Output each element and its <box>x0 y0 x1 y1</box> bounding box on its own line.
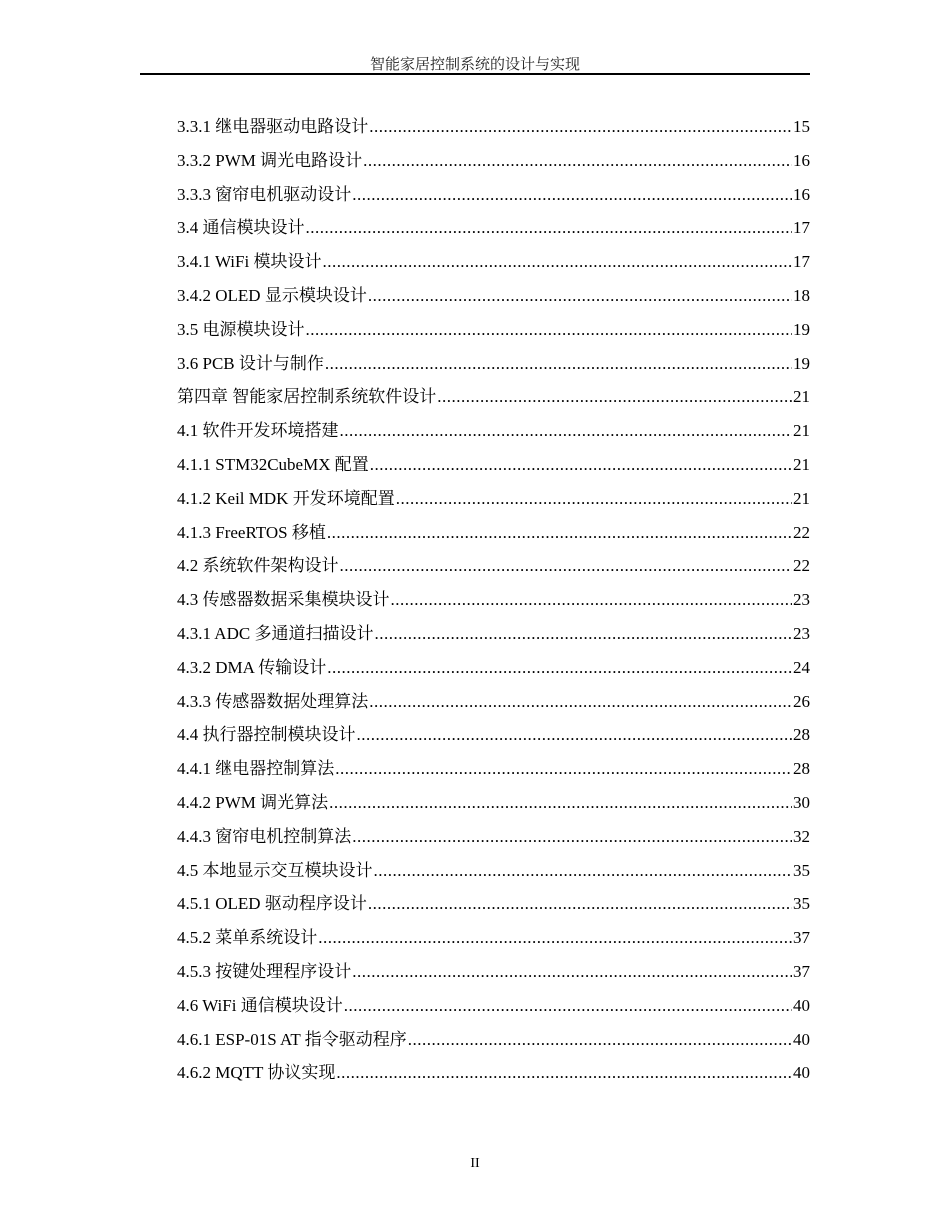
toc-dot-leader <box>335 752 792 786</box>
toc-entry[interactable] <box>177 211 810 245</box>
toc-entry[interactable] <box>177 245 810 279</box>
toc-entry-page: 15 <box>793 117 810 136</box>
toc-entry[interactable] <box>177 380 810 414</box>
toc-entry-page: 21 <box>793 454 810 474</box>
toc-entry-page: 40 <box>793 1063 810 1083</box>
toc-entry-title: 3.4.1 WiFi 模块设计 <box>177 252 322 272</box>
toc-entry[interactable] <box>177 786 810 820</box>
toc-entry-title: 3.3.3 窗帘电机驱动设计 <box>177 184 352 204</box>
toc-entry-title: 4.3.1 ADC 多通道扫描设计 <box>177 623 374 643</box>
toc-entry-title: 第四章 智能家居控制系统软件设计 <box>177 387 437 407</box>
toc-entry[interactable] <box>177 887 810 921</box>
toc-entry[interactable] <box>177 1023 810 1057</box>
toc-entry-title: 3.3.1 继电器驱动电路设计 <box>177 117 369 136</box>
page-number: II <box>470 1156 480 1171</box>
toc-entry-title: 4.4 执行器控制模块设计 <box>177 725 356 745</box>
toc-dot-leader <box>306 313 793 347</box>
toc-entry-title: 4.4.2 PWM 调光算法 <box>177 792 329 812</box>
toc-dot-leader <box>369 685 792 719</box>
toc-entry[interactable] <box>177 279 810 313</box>
toc-entry-page: 16 <box>793 184 810 204</box>
toc-entry-title: 4.3.3 传感器数据处理算法 <box>177 691 369 711</box>
toc-entry-title: 4.6.1 ESP-01S AT 指令驱动程序 <box>177 1029 407 1049</box>
toc-dot-leader <box>340 414 793 448</box>
toc-entry-page: 24 <box>793 657 810 677</box>
toc-entry-page: 26 <box>793 691 810 711</box>
table-of-contents <box>177 110 810 1090</box>
toc-entry[interactable] <box>177 921 810 955</box>
toc-entry-page: 19 <box>793 353 810 373</box>
toc-dot-leader <box>368 887 792 921</box>
toc-entry[interactable] <box>177 718 810 752</box>
toc-entry-page: 23 <box>793 590 810 610</box>
toc-entry-title: 4.5.2 菜单系统设计 <box>177 928 318 948</box>
toc-entry-title: 4.3 传感器数据采集模块设计 <box>177 590 390 610</box>
toc-entry[interactable] <box>177 347 810 381</box>
toc-entry[interactable] <box>177 482 810 516</box>
toc-dot-leader <box>437 380 792 414</box>
toc-entry-title: 4.5 本地显示交互模块设计 <box>177 860 373 880</box>
toc-entry-page: 17 <box>793 218 810 238</box>
toc-entry-page: 40 <box>793 1029 810 1049</box>
toc-dot-leader <box>344 989 792 1023</box>
toc-entry-page: 37 <box>793 961 810 981</box>
toc-dot-leader <box>363 144 792 178</box>
toc-entry-page: 30 <box>793 792 810 812</box>
toc-entry-title: 4.1.1 STM32CubeMX 配置 <box>177 454 369 474</box>
toc-entry-title: 4.1.2 Keil MDK 开发环境配置 <box>177 488 395 508</box>
toc-entry-title: 3.3.2 PWM 调光电路设计 <box>177 150 363 170</box>
toc-entry-page: 21 <box>793 488 810 508</box>
toc-entry[interactable] <box>177 144 810 178</box>
toc-dot-leader <box>352 955 792 989</box>
toc-entry-page: 22 <box>793 556 810 576</box>
toc-dot-leader <box>322 245 792 279</box>
toc-entry-title: 4.2 系统软件架构设计 <box>177 556 339 576</box>
toc-entry-title: 4.1 软件开发环境搭建 <box>177 421 339 441</box>
toc-dot-leader <box>340 549 793 583</box>
toc-entry[interactable] <box>177 448 810 482</box>
toc-entry-page: 35 <box>793 894 810 914</box>
toc-entry[interactable] <box>177 651 810 685</box>
toc-dot-leader <box>336 1056 792 1090</box>
toc-entry-title: 3.6 PCB 设计与制作 <box>177 353 324 373</box>
toc-entry[interactable] <box>177 685 810 719</box>
toc-entry-page: 40 <box>793 995 810 1015</box>
toc-entry-page: 21 <box>793 421 810 441</box>
toc-dot-leader <box>352 820 792 854</box>
toc-dot-leader <box>408 1023 792 1057</box>
toc-dot-leader <box>369 110 792 144</box>
toc-entry-page: 22 <box>793 522 810 542</box>
toc-dot-leader <box>352 178 792 212</box>
toc-dot-leader <box>327 516 792 550</box>
toc-entry[interactable] <box>177 414 810 448</box>
toc-entry-title: 4.1.3 FreeRTOS 移植 <box>177 522 326 542</box>
toc-dot-leader <box>329 786 792 820</box>
toc-entry-title: 4.6.2 MQTT 协议实现 <box>177 1063 336 1083</box>
toc-dot-leader <box>318 921 792 955</box>
toc-entry[interactable] <box>177 549 810 583</box>
toc-entry-page: 32 <box>793 826 810 846</box>
toc-entry[interactable] <box>177 110 810 144</box>
toc-entry-title: 3.5 电源模块设计 <box>177 319 305 339</box>
toc-dot-leader <box>370 448 792 482</box>
toc-entry[interactable] <box>177 617 810 651</box>
toc-entry-title: 4.5.1 OLED 驱动程序设计 <box>177 894 367 914</box>
toc-entry-page: 35 <box>793 860 810 880</box>
toc-entry[interactable] <box>177 583 810 617</box>
toc-dot-leader <box>396 482 792 516</box>
toc-entry-page: 17 <box>793 252 810 272</box>
toc-entry[interactable] <box>177 1056 810 1090</box>
toc-entry-page: 28 <box>793 725 810 745</box>
toc-dot-leader <box>357 718 793 752</box>
toc-entry[interactable] <box>177 516 810 550</box>
toc-entry-title: 4.4.3 窗帘电机控制算法 <box>177 826 352 846</box>
toc-entry-page: 28 <box>793 759 810 779</box>
toc-entry-title: 3.4.2 OLED 显示模块设计 <box>177 285 367 305</box>
toc-dot-leader <box>374 617 792 651</box>
toc-dot-leader <box>325 347 792 381</box>
toc-entry[interactable] <box>177 178 810 212</box>
toc-entry[interactable] <box>177 752 810 786</box>
page-header-title: 智能家居控制系统的设计与实现 <box>369 57 580 73</box>
toc-entry[interactable] <box>177 820 810 854</box>
toc-dot-leader <box>327 651 792 685</box>
toc-entry[interactable] <box>177 313 810 347</box>
header-rule <box>140 73 810 75</box>
toc-entry[interactable] <box>177 854 810 888</box>
toc-entry[interactable] <box>177 989 810 1023</box>
toc-entry-page: 21 <box>793 387 810 407</box>
toc-entry-page: 37 <box>793 928 810 948</box>
toc-entry-title: 4.6 WiFi 通信模块设计 <box>177 995 343 1015</box>
toc-dot-leader <box>368 279 792 313</box>
toc-entry-title: 3.4 通信模块设计 <box>177 218 305 238</box>
toc-entry-page: 23 <box>793 623 810 643</box>
toc-entry-page: 18 <box>793 285 810 305</box>
toc-dot-leader <box>306 211 793 245</box>
toc-entry[interactable] <box>177 955 810 989</box>
toc-entry-page: 16 <box>793 150 810 170</box>
toc-entry-title: 4.5.3 按键处理程序设计 <box>177 961 352 981</box>
toc-dot-leader <box>374 854 793 888</box>
toc-entry-title: 4.4.1 继电器控制算法 <box>177 759 335 779</box>
toc-entry-page: 19 <box>793 319 810 339</box>
toc-entry-title: 4.3.2 DMA 传输设计 <box>177 657 327 677</box>
toc-dot-leader <box>391 583 793 617</box>
